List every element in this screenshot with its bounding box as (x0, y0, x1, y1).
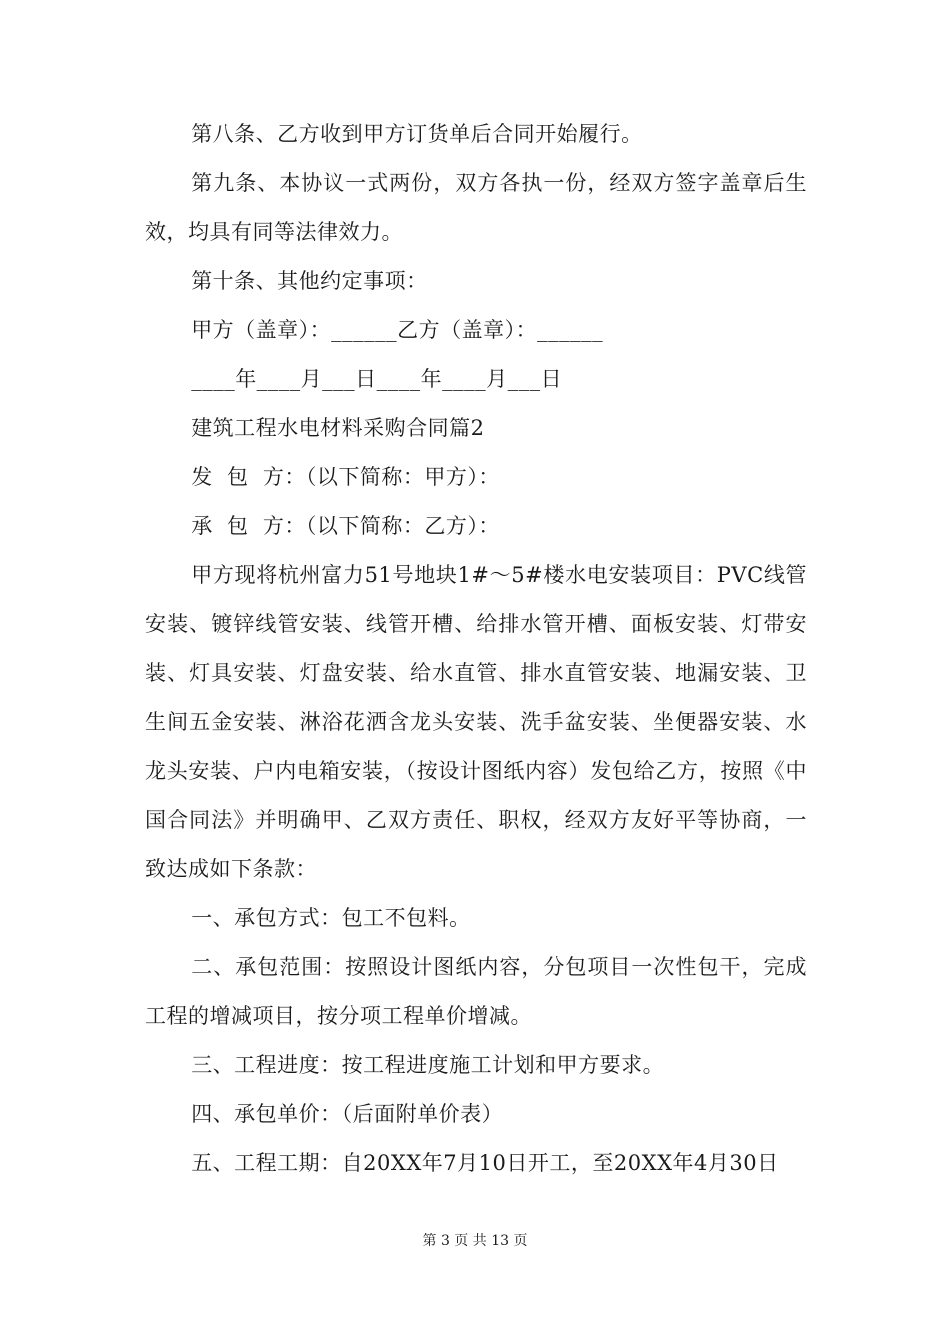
clause-1: 一、承包方式：包工不包料。 (191, 906, 471, 930)
signature-line: 甲方（盖章）：______乙方（盖章）：______ (191, 318, 604, 342)
party-a: 发 包 方：（以下简称：甲方）： (191, 465, 500, 489)
page-footer (0, 1231, 950, 1251)
clause-2: 二、承包范围：按照设计图纸内容，分包项目一次性包干，完成工程的增减项目，按分项工程单价增减。 (145, 955, 807, 1028)
section-title: 建筑工程水电材料采购合同篇2 (191, 416, 485, 440)
article-9: 第九条、本协议一式两份，双方各执一份，经双方签字盖章后生效，均具有同等法律效力。 (145, 171, 807, 244)
page-number: 第 3 页 共 13 页 (422, 1233, 528, 1249)
party-b: 承 包 方：（以下简称：乙方）： (191, 514, 500, 538)
date-line: ____年____月___日____年____月___日 (191, 367, 563, 391)
clause-5: 五、工程工期：自20XX年7月10日开工，至20XX年4月30日 (191, 1151, 779, 1175)
article-10: 第十条、其他约定事项： (191, 269, 428, 293)
document-body (145, 110, 807, 1188)
project-description: 甲方现将杭州富力51号地块1#～5#楼水电安装项目：PVC线管安装、镀锌线管安装、线管开槽、给排水管开槽、面板安装、灯带安装、灯具安装、灯盘安装、给水直管、排水直管安装、地漏安装、卫生间五金安装、淋浴花洒含龙头安装、洗手盆安装、坐便器安装、水龙头安装、户内电箱安装，（按设计图纸内容）发包给乙方，按照《中国合同法》并明确甲、乙双方责任、职权，经双方友好平等协商，一致达成如下条款： (145, 563, 807, 881)
clause-4: 四、承包单价：（后面附单价表） (191, 1102, 504, 1126)
clause-3: 三、工程进度：按工程进度施工计划和甲方要求。 (191, 1053, 665, 1077)
article-8: 第八条、乙方收到甲方订货单后合同开始履行。 (191, 122, 643, 146)
